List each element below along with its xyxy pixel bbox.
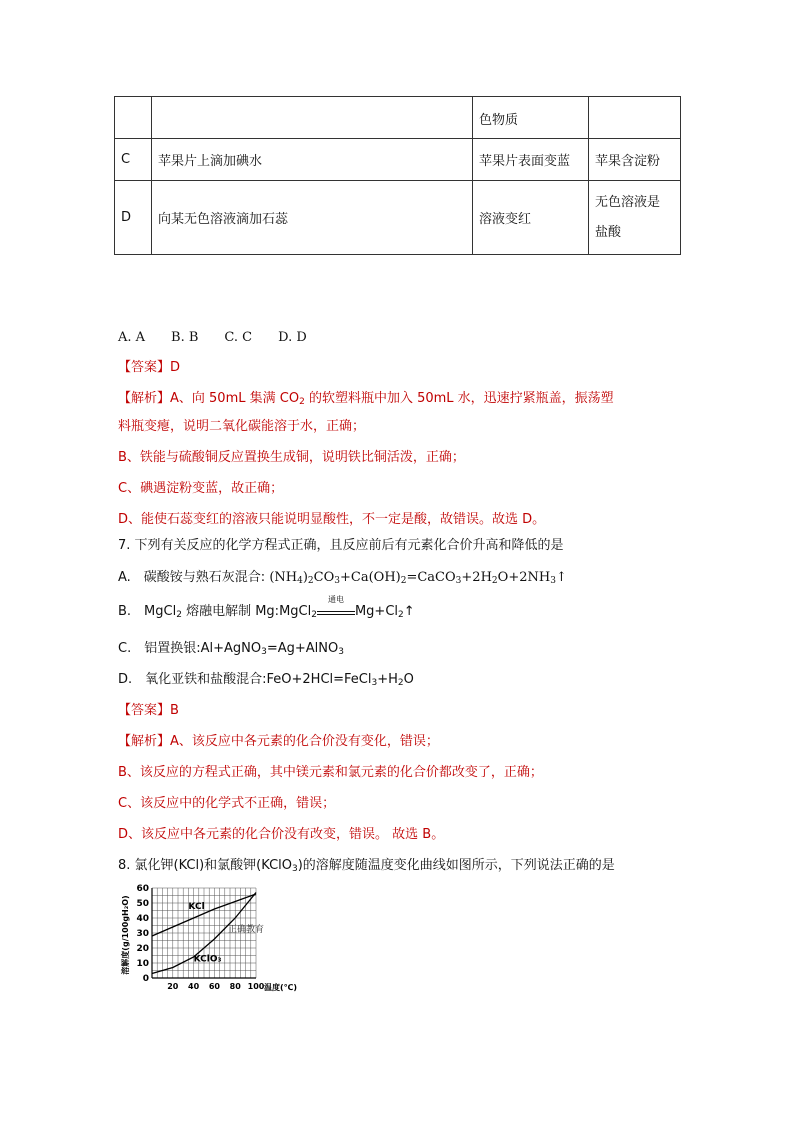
table-cell: 溶液变红 — [473, 181, 589, 255]
table-cell: 向某无色溶液滴加石蕊 — [152, 181, 473, 255]
cell-line: 无色溶液是 — [595, 194, 661, 210]
x-tick-label: 60 — [208, 982, 220, 991]
solubility-chart — [118, 880, 318, 995]
q7-analysis-d: D、该反应中各元素的化合价没有改变，错误。 故选 B。 — [118, 827, 445, 842]
q7-stem: 7. 下列有关反应的化学方程式正确，且反应前后有元素化合价升高和降低的是 — [118, 538, 564, 553]
subscript: 2 — [299, 397, 305, 407]
q6-analysis-a — [118, 387, 614, 406]
y-tick-label: 50 — [136, 899, 149, 909]
table-cell — [589, 181, 681, 255]
y-tick-label: 30 — [136, 929, 149, 939]
table-cell — [152, 97, 473, 139]
option-text: A. 碳酸铵与熟石灰混合: — [118, 570, 270, 585]
y-tick-label: 60 — [136, 884, 149, 894]
x-tick-label: 80 — [229, 982, 241, 991]
analysis-text: A、向 50mL 集满 CO — [170, 391, 300, 406]
watermark: 正确教育 — [228, 925, 265, 935]
q6-analysis-d: D、能使石蕊变红的溶液只能说明显酸性，不一定是酸，故错误。故选 D。 — [118, 512, 546, 527]
x-tick-label: 100 — [247, 982, 265, 991]
y-tick-label: 20 — [136, 944, 149, 954]
q7-answer — [118, 699, 179, 718]
x-axis-label: 温度(℃) — [264, 983, 297, 992]
option-text: B. MgCl — [118, 604, 177, 619]
q7-option-a — [118, 566, 567, 585]
answer-value: B — [170, 703, 179, 718]
cell-line: 盐酸 — [595, 224, 622, 240]
q7-option-b: B. MgCl$_2$ 熔融电解制 Mg:MgCl$_2$ 通电 $Mg+Cl_2↑$ — [118, 594, 415, 620]
table-cell — [589, 97, 681, 139]
reaction-condition: 通电 — [317, 605, 355, 619]
table-row — [115, 181, 681, 255]
options-table — [114, 96, 681, 255]
answer-tag: 【答案】 — [118, 703, 171, 718]
y-tick-label: 0 — [142, 974, 149, 984]
analysis-tag: 【解析】 — [118, 734, 171, 749]
x-tick-label: 20 — [167, 982, 179, 991]
q7-option-c: C. 铝置换银:Al+AgNO$_3$=Ag+AlNO$_3$ — [118, 641, 344, 657]
q7-analysis-a — [118, 730, 439, 749]
table-cell: 苹果含淀粉 — [589, 139, 681, 181]
table-cell: D — [115, 181, 152, 255]
series-label: KClO₃ — [193, 954, 222, 965]
option-text: C. 铝置换银:Al+AgNO — [118, 641, 262, 656]
q7-option-d: D. 氧化亚铁和盐酸混合$:FeO+2HCl=FeCl_3+H_2O$ — [118, 672, 414, 688]
equation: $(NH_4)_2CO_3+Ca(OH)_2=CaCO_3+2H_2O+2NH_3↑$ — [269, 570, 567, 586]
table-row — [115, 97, 681, 139]
q6-analysis-c: C、碘遇淀粉变蓝，故正确； — [118, 481, 284, 496]
table-cell: 色物质 — [473, 97, 589, 139]
x-tick-label: 40 — [188, 982, 200, 991]
analysis-tag: 【解析】 — [118, 391, 171, 406]
y-tick-label: 10 — [136, 959, 149, 969]
q6-answer — [118, 356, 180, 375]
q7-analysis-c: C、该反应中的化学式不正确，错误； — [118, 796, 336, 811]
q6-analysis-b: B、铁能与硫酸铜反应置换生成铜，说明铁比铜活泼，正确； — [118, 450, 465, 465]
analysis-text: A、该反应中各元素的化合价没有变化，错误； — [170, 734, 439, 749]
answer-tag: 【答案】 — [118, 360, 171, 375]
analysis-text: 的软塑料瓶中加入 50mL 水，迅速拧紧瓶盖，振荡塑 — [304, 391, 614, 406]
table-cell: 苹果片上滴加碘水 — [152, 139, 473, 181]
q6-options: A. A B. B C. C D. D — [118, 330, 307, 345]
y-tick-label: 40 — [136, 914, 149, 924]
table-cell — [115, 97, 152, 139]
q7-analysis-b: B、该反应的方程式正确，其中镁元素和氯元素的化合价都改变了，正确； — [118, 765, 543, 780]
table-cell: 苹果片表面变蓝 — [473, 139, 589, 181]
q8-stem: 8. 氯化钾(KCl)和氯酸钾(KClO$_3$)的溶解度随温度变化曲线如图所示，下列说法正确的是 — [118, 858, 615, 874]
q6-analysis-a-cont: 料瓶变瘪，说明二氧化碳能溶于水，正确； — [118, 419, 366, 434]
table-cell: C — [115, 139, 152, 181]
option-text: D. 氧化亚铁和盐酸混合:FeO+2HCl=FeCl — [118, 672, 372, 687]
series-label: KCl — [188, 902, 205, 912]
table-row — [115, 139, 681, 181]
y-axis-label: 溶解度(g/100gH₂O) — [121, 895, 130, 975]
answer-value: D — [170, 360, 181, 375]
